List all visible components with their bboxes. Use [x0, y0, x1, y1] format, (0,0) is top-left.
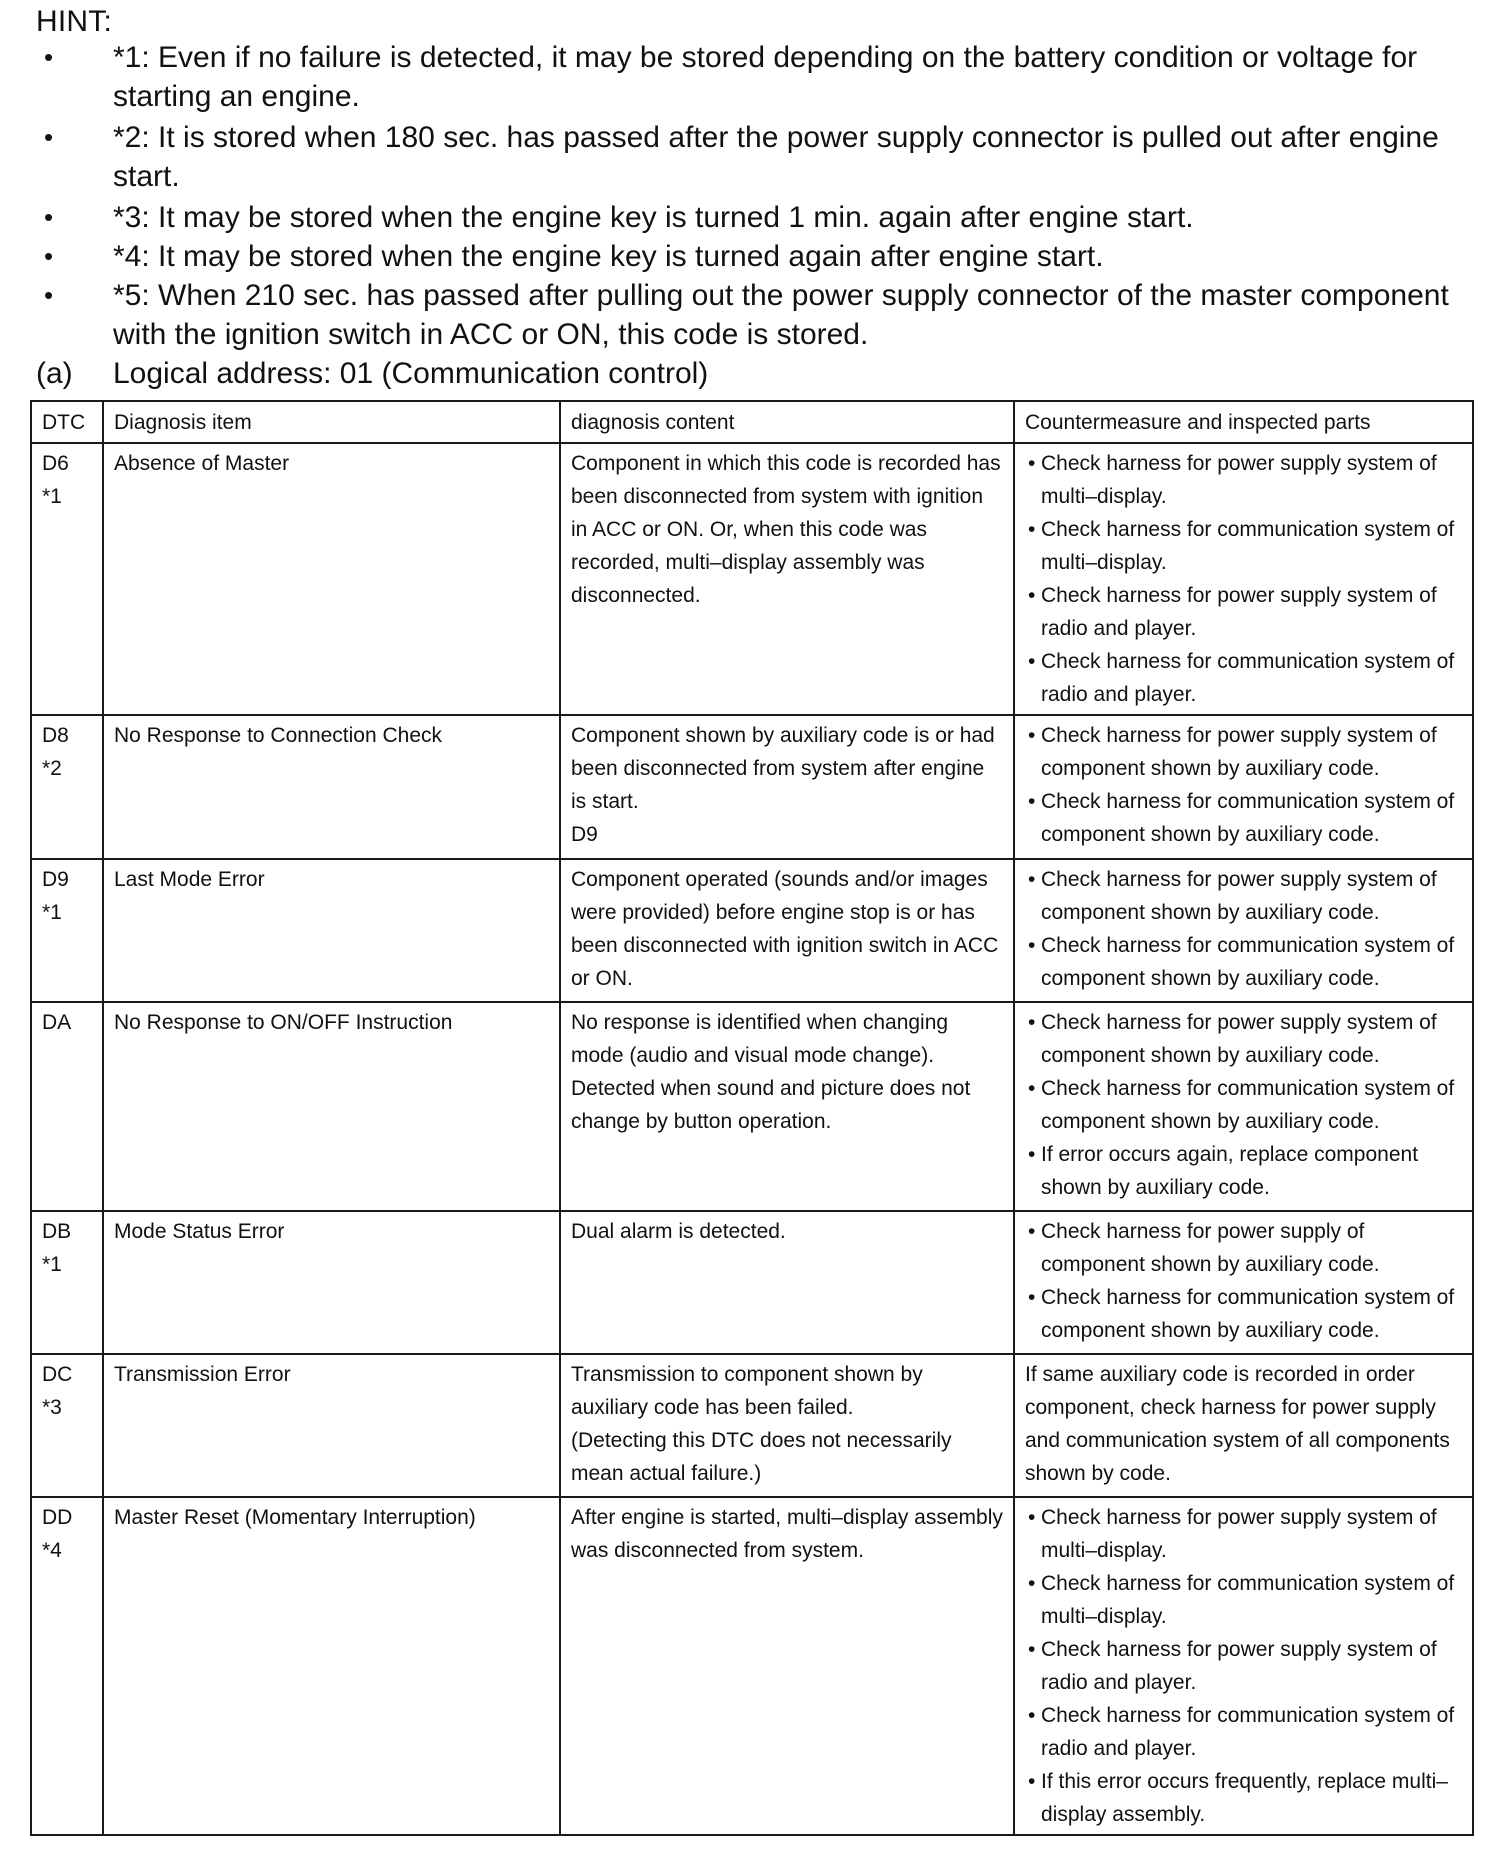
diagnosis-item-cell: Absence of Master	[103, 443, 560, 715]
dtc-note: *1	[42, 1253, 62, 1276]
countermeasure-bullet: • Check harness for power supply system of component shown by auxiliary code.	[1025, 1006, 1464, 1072]
content-line: Component operated (sounds and/or images were provided) before engine stop is or has been disconnected with ignition switch in ACC or ON.	[571, 868, 999, 990]
countermeasure-cell	[1014, 859, 1473, 1002]
table-row	[31, 1002, 1473, 1211]
countermeasure-bullet: • Check harness for communication system of multi–display.	[1025, 513, 1464, 579]
section-title: Logical address: 01 (Communication control)	[113, 357, 709, 390]
dtc-cell	[31, 1002, 103, 1211]
dtc-note: *3	[42, 1396, 62, 1419]
header-diagnosis-item: Diagnosis item	[103, 401, 560, 443]
dtc-cell	[31, 859, 103, 1002]
countermeasure-cell	[1014, 1002, 1473, 1211]
dtc-cell	[31, 1497, 103, 1835]
header-diagnosis-content: diagnosis content	[560, 401, 1014, 443]
countermeasure-bullet: • Check harness for communication system of component shown by auxiliary code.	[1025, 785, 1464, 851]
dtc-cell	[31, 1354, 103, 1497]
countermeasure-bullet: • Check harness for power supply system of component shown by auxiliary code.	[1025, 863, 1464, 929]
dtc-code: DD	[42, 1506, 73, 1529]
content-line: No response is identified when changing mode (audio and visual mode change). Detected when sound and picture does not change by button operation.	[571, 1011, 971, 1133]
countermeasure-bullet: • Check harness for power supply system of multi–display.	[1025, 1501, 1464, 1567]
bullet-icon: •	[44, 241, 54, 271]
dtc-cell	[31, 1211, 103, 1354]
hint-text: *3: It may be stored when the engine key is turned 1 min. again after engine start.	[113, 201, 1194, 234]
countermeasure-bullet: • Check harness for communication system of component shown by auxiliary code.	[1025, 929, 1464, 995]
section-marker: (a)	[36, 357, 73, 390]
bullet-icon: •	[44, 202, 54, 232]
diagnosis-content-cell	[560, 443, 1014, 715]
countermeasure-cell: If same auxiliary code is recorded in order component, check harness for power supply and communication system of all components shown by code.	[1014, 1354, 1473, 1497]
bullet-icon: •	[44, 280, 54, 310]
dtc-code: DA	[42, 1011, 72, 1034]
dtc-code: D6	[42, 452, 69, 475]
table-row	[31, 1211, 1473, 1354]
dtc-cell	[31, 443, 103, 715]
countermeasure-bullet: • Check harness for communication system of component shown by auxiliary code.	[1025, 1281, 1464, 1347]
content-line: (Detecting this DTC does not necessarily mean actual failure.)	[571, 1429, 952, 1485]
diagnosis-item-cell: No Response to ON/OFF Instruction	[103, 1002, 560, 1211]
diagnosis-content-cell	[560, 1211, 1014, 1354]
table-row	[31, 1497, 1473, 1835]
dtc-code: D9	[42, 868, 69, 891]
header-countermeasure: Countermeasure and inspected parts	[1014, 401, 1473, 443]
dtc-note: *2	[42, 757, 62, 780]
diagnosis-content-cell	[560, 1354, 1014, 1497]
countermeasure-cell	[1014, 1211, 1473, 1354]
content-line: Transmission to component shown by auxiliary code has been failed.	[571, 1363, 923, 1419]
dtc-table	[30, 400, 1474, 1836]
countermeasure-bullet: • Check harness for communication system of multi–display.	[1025, 1567, 1464, 1633]
dtc-code: D8	[42, 724, 69, 747]
countermeasure-cell	[1014, 715, 1473, 859]
bullet-icon: •	[44, 42, 54, 72]
diagnosis-item-cell: Master Reset (Momentary Interruption)	[103, 1497, 560, 1835]
bullet-icon: •	[44, 122, 54, 152]
diagnosis-item-cell: Transmission Error	[103, 1354, 560, 1497]
dtc-code: DB	[42, 1220, 72, 1243]
dtc-code: DC	[42, 1363, 73, 1386]
diagnosis-item-cell: Last Mode Error	[103, 859, 560, 1002]
countermeasure-bullet: • Check harness for power supply system of radio and player.	[1025, 579, 1464, 645]
countermeasure-bullet: • If this error occurs frequently, replace multi–display assembly.	[1025, 1765, 1464, 1831]
content-line: D9	[571, 823, 598, 846]
table-row	[31, 1354, 1473, 1497]
diagnosis-content-cell	[560, 1002, 1014, 1211]
countermeasure-cell	[1014, 1497, 1473, 1835]
content-line: Component shown by auxiliary code is or had been disconnected from system after engine is start.	[571, 724, 995, 813]
diagnosis-item-cell: No Response to Connection Check	[103, 715, 560, 859]
countermeasure-bullet: • If error occurs again, replace component shown by auxiliary code.	[1025, 1138, 1464, 1204]
hint-text: *2: It is stored when 180 sec. has passed after the power supply connector is pulled out after engine start.	[113, 121, 1439, 193]
hint-title: HINT:	[36, 5, 112, 38]
diagnosis-item-cell: Mode Status Error	[103, 1211, 560, 1354]
hint-text: *1: Even if no failure is detected, it may be stored depending on the battery condition or voltage for starting an engine.	[113, 41, 1418, 113]
table-header-row	[31, 401, 1473, 443]
countermeasure-bullet: • Check harness for communication system of radio and player.	[1025, 645, 1464, 711]
dtc-note: *1	[42, 901, 62, 924]
countermeasure-bullet: • Check harness for communication system of component shown by auxiliary code.	[1025, 1072, 1464, 1138]
diagnosis-content-cell	[560, 715, 1014, 859]
countermeasure-cell	[1014, 443, 1473, 715]
table-row	[31, 715, 1473, 859]
countermeasure-bullet: • Check harness for communication system of radio and player.	[1025, 1699, 1464, 1765]
dtc-cell	[31, 715, 103, 859]
hint-text: *4: It may be stored when the engine key is turned again after engine start.	[113, 240, 1104, 273]
header-dtc: DTC	[31, 401, 103, 443]
dtc-note: *1	[42, 485, 62, 508]
table-row	[31, 443, 1473, 715]
diagnosis-content-cell	[560, 859, 1014, 1002]
countermeasure-bullet: • Check harness for power supply system of multi–display.	[1025, 447, 1464, 513]
countermeasure-bullet: • Check harness for power supply system of component shown by auxiliary code.	[1025, 719, 1464, 785]
diagnosis-content-cell	[560, 1497, 1014, 1835]
content-line: Component in which this code is recorded has been disconnected from system with ignition in ACC or ON. Or, when this code was recorded, multi–display assembly was disconnected.	[571, 452, 1001, 607]
content-line: Dual alarm is detected.	[571, 1220, 786, 1243]
countermeasure-bullet: • Check harness for power supply of component shown by auxiliary code.	[1025, 1215, 1464, 1281]
hint-text: *5: When 210 sec. has passed after pulling out the power supply connector of the master component with the ignition switch in ACC or ON, this code is stored.	[113, 279, 1449, 351]
dtc-note: *4	[42, 1539, 62, 1562]
content-line: After engine is started, multi–display assembly was disconnected from system.	[571, 1506, 1003, 1562]
countermeasure-bullet: • Check harness for power supply system of radio and player.	[1025, 1633, 1464, 1699]
table-row	[31, 859, 1473, 1002]
